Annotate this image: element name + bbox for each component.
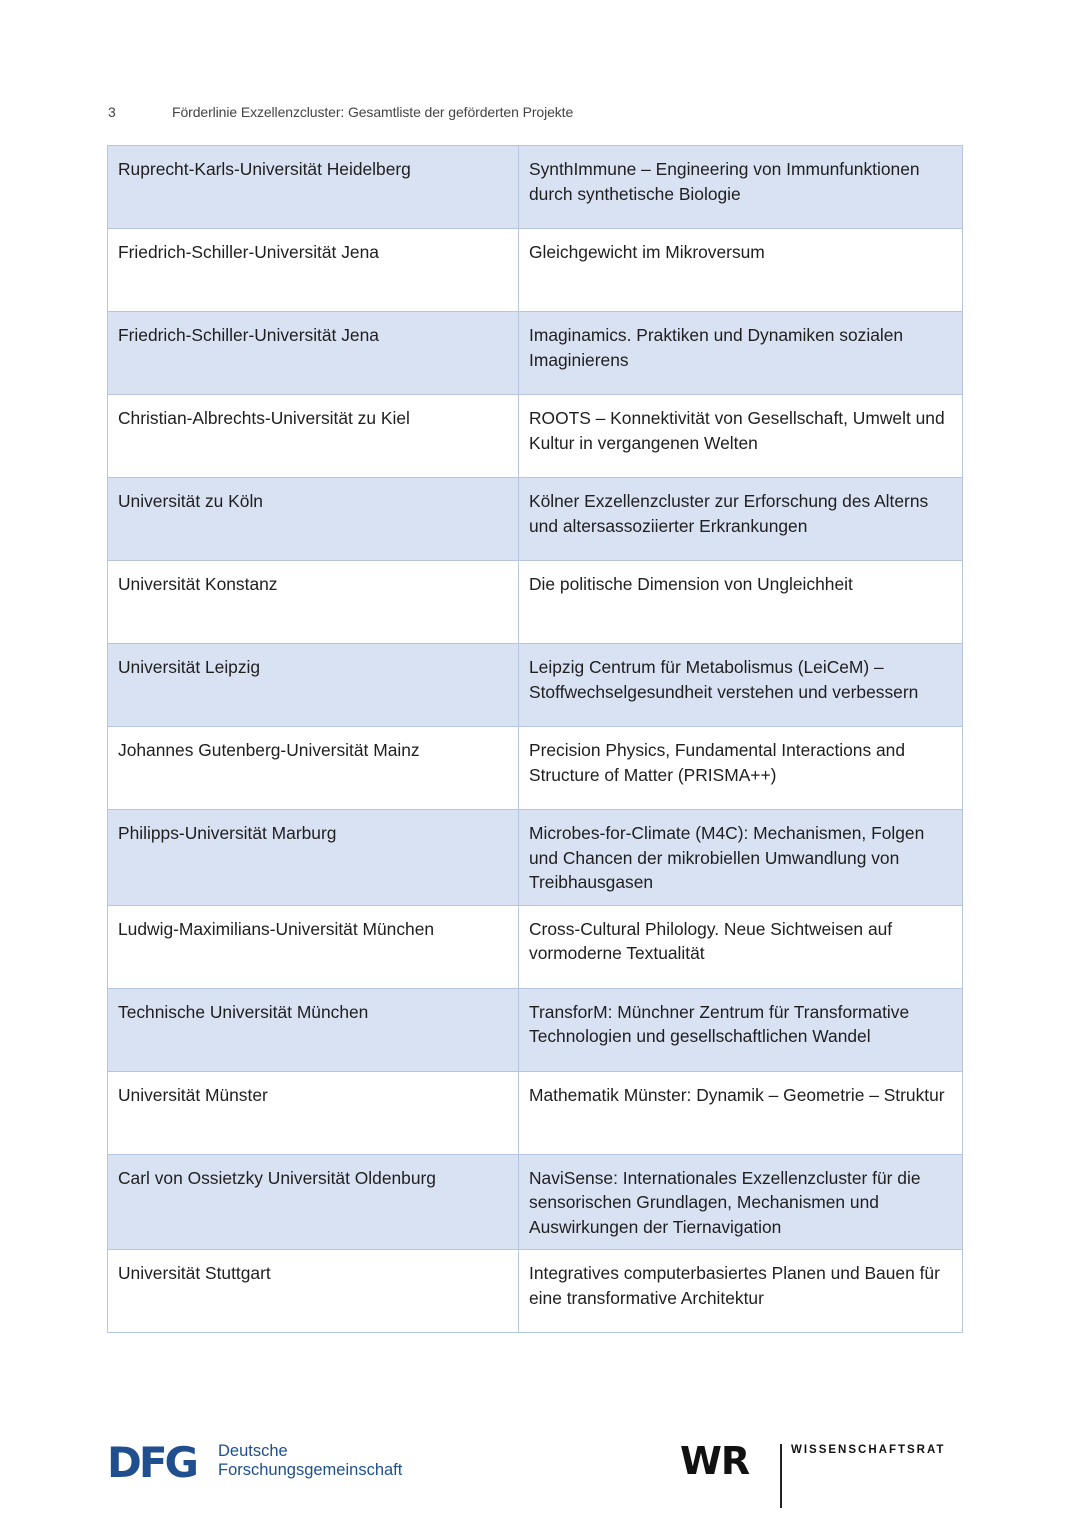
university-cell: Universität zu Köln xyxy=(108,478,519,561)
university-cell: Ludwig-Maximilians-Universität München xyxy=(108,905,519,988)
project-cell: Imaginamics. Praktiken und Dynamiken sozialen Imaginierens xyxy=(519,312,963,395)
project-cell: Integratives computerbasiertes Planen und Bauen für eine transformative Architektur xyxy=(519,1250,963,1333)
project-cell: ROOTS – Konnektivität von Gesellschaft, Umwelt und Kultur in vergangenen Welten xyxy=(519,395,963,478)
dfg-logo-mark: DFG xyxy=(107,1438,197,1487)
table-row xyxy=(108,312,963,395)
header-title: Förderlinie Exzellenzcluster: Gesamtliste der geförderten Projekte xyxy=(172,104,574,120)
table-row xyxy=(108,644,963,727)
wr-divider xyxy=(780,1444,782,1508)
university-cell: Universität Konstanz xyxy=(108,561,519,644)
table-row xyxy=(108,561,963,644)
project-cell: Leipzig Centrum für Metabolismus (LeiCeM) – Stoffwechselgesundheit verstehen und verbessern xyxy=(519,644,963,727)
university-cell: Universität Stuttgart xyxy=(108,1250,519,1333)
table-row xyxy=(108,478,963,561)
project-cell: Cross-Cultural Philology. Neue Sichtweisen auf vormoderne Textualität xyxy=(519,905,963,988)
table-row xyxy=(108,1154,963,1250)
page-number: 3 xyxy=(108,104,116,120)
university-cell: Johannes Gutenberg-Universität Mainz xyxy=(108,727,519,810)
table-row xyxy=(108,395,963,478)
dfg-name xyxy=(218,1442,402,1480)
wr-logo-mark: WR xyxy=(680,1439,750,1483)
university-cell: Technische Universität München xyxy=(108,988,519,1071)
project-cell: TransforM: Münchner Zentrum für Transformative Technologien und gesellschaftlichen Wandel xyxy=(519,988,963,1071)
university-cell: Christian-Albrechts-Universität zu Kiel xyxy=(108,395,519,478)
university-cell: Friedrich-Schiller-Universität Jena xyxy=(108,312,519,395)
page-header xyxy=(108,104,968,124)
university-cell: Ruprecht-Karls-Universität Heidelberg xyxy=(108,146,519,229)
project-cell: Gleichgewicht im Mikroversum xyxy=(519,229,963,312)
table-row xyxy=(108,1071,963,1154)
projects-table xyxy=(107,145,963,1333)
project-cell: Die politische Dimension von Ungleichheit xyxy=(519,561,963,644)
dfg-name-line1: Deutsche xyxy=(218,1442,288,1460)
university-cell: Carl von Ossietzky Universität Oldenburg xyxy=(108,1154,519,1250)
table-row xyxy=(108,229,963,312)
table-row xyxy=(108,810,963,906)
project-cell: NaviSense: Internationales Exzellenzcluster für die sensorischen Grundlagen, Mechanismen und Auswirkungen der Tiernavigation xyxy=(519,1154,963,1250)
table-row xyxy=(108,988,963,1071)
dfg-logo xyxy=(107,1438,427,1498)
table-row xyxy=(108,1250,963,1333)
wr-logo xyxy=(680,1440,970,1510)
project-cell: Kölner Exzellenzcluster zur Erforschung des Alterns und altersassoziierter Erkrankungen xyxy=(519,478,963,561)
table-row xyxy=(108,727,963,810)
project-cell: Mathematik Münster: Dynamik – Geometrie – Struktur xyxy=(519,1071,963,1154)
project-cell: SynthImmune – Engineering von Immunfunktionen durch synthetische Biologie xyxy=(519,146,963,229)
table-row xyxy=(108,905,963,988)
university-cell: Philipps-Universität Marburg xyxy=(108,810,519,906)
university-cell: Friedrich-Schiller-Universität Jena xyxy=(108,229,519,312)
table-row xyxy=(108,146,963,229)
project-cell: Microbes-for-Climate (M4C): Mechanismen, Folgen und Chancen der mikrobiellen Umwandlung von Treibhausgasen xyxy=(519,810,963,906)
university-cell: Universität Münster xyxy=(108,1071,519,1154)
wr-name: WISSENSCHAFTSRAT xyxy=(791,1444,946,1456)
dfg-name-line2: Forschungsgemeinschaft xyxy=(218,1461,403,1479)
project-cell: Precision Physics, Fundamental Interactions and Structure of Matter (PRISMA++) xyxy=(519,727,963,810)
university-cell: Universität Leipzig xyxy=(108,644,519,727)
